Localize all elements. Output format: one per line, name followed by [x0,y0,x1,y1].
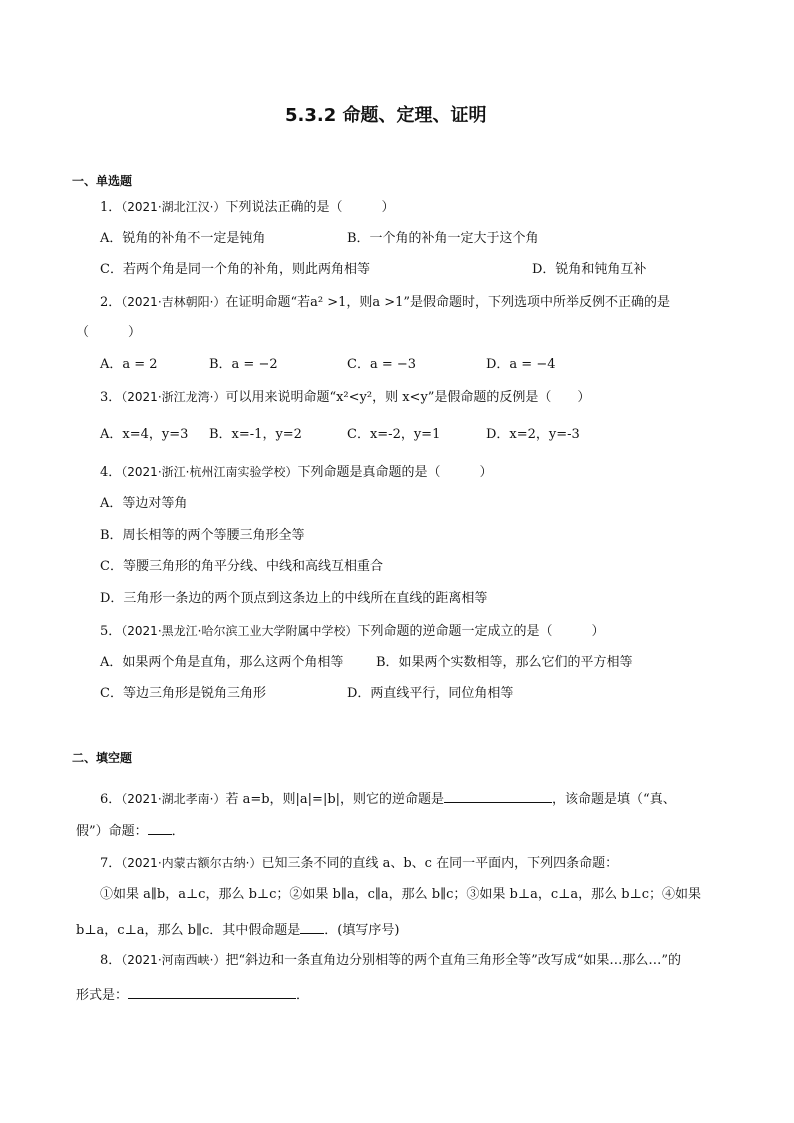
answer-blank[interactable] [444,788,552,803]
page-title: 5.3.2 命题、定理、证明 [285,105,487,126]
question-text: 下列命题是真命题的是（ ） [297,465,493,480]
question-number: 3． [100,390,122,405]
question-text: 在证明命题“若a² >1，则a >1”是假命题时，下列选项中所举反例不正确的是 [225,295,671,310]
answer-blank[interactable] [148,820,172,835]
question-3-option-d[interactable]: D．x=2，y=-3 [486,427,580,442]
question-number: 7． [100,856,122,871]
question-3-option-c[interactable]: C．x=-2，y=1 [347,427,441,442]
question-text: 把“斜边和一条直角边分别相等的两个直角三角形全等”改写成“如果…那么…”的 [225,953,682,968]
question-2-option-a[interactable]: A．a = 2 [100,357,158,372]
question-text: ． [296,988,310,1003]
question-1-option-b[interactable]: B．一个角的补角一定大于这个角 [347,231,539,246]
question-source: （2021·内蒙古额尔古纳·） [121,856,262,870]
question-text: ． [171,824,185,839]
question-2-stem [100,294,670,311]
question-number: 1． [100,200,122,215]
answer-blank[interactable] [300,919,324,934]
question-text: ．(填写序号) [324,923,400,938]
question-text: 若 a=b，则|a|=|b|，则它的逆命题是 [225,792,445,807]
question-7-stem [100,855,618,872]
question-5-option-c[interactable]: C．等边三角形是锐角三角形 [100,686,266,701]
question-6-line-1 [100,788,676,808]
question-source: （2021·河南西峡·） [121,953,226,967]
question-5-option-d[interactable]: D．两直线平行，同位角相等 [347,686,514,701]
question-6-line-2 [76,820,185,840]
question-text: ，该命题是填（“真、 [552,792,676,807]
question-1-option-a[interactable]: A．锐角的补角不一定是钝角 [100,231,266,246]
question-2-option-b[interactable]: B．a = −2 [209,357,278,372]
question-source: （2021·湖北孝南·） [121,792,226,806]
question-1-option-c[interactable]: C．若两个角是同一个角的补角，则此两角相等 [100,262,370,277]
question-source: （2021·浙江·杭州江南实验学校） [121,465,298,479]
question-5-option-a[interactable]: A．如果两个角是直角，那么这两个角相等 [100,655,344,670]
question-text: b⊥a，c⊥a，那么 b∥c．其中假命题是 [76,923,301,938]
question-number: 5． [100,624,122,639]
section-heading-single-choice: 一、单选题 [72,174,133,188]
question-number: 6． [100,792,122,807]
question-text: 可以用来说明命题“x²<y²，则 x<y”是假命题的反例是（ ） [225,390,591,405]
question-4-option-b[interactable]: B．周长相等的两个等腰三角形全等 [100,528,305,543]
question-8-stem [100,952,681,969]
question-text: 形式是： [76,988,129,1003]
question-2-option-c[interactable]: C．a = −3 [347,357,417,372]
question-number: 4． [100,465,122,480]
question-7-line-3 [76,919,399,939]
question-8-line-2 [76,984,309,1004]
question-2-option-d[interactable]: D．a = −4 [486,357,556,372]
question-3-option-a[interactable]: A．x=4，y=3 [100,427,189,442]
question-3-option-b[interactable]: B．x=-1，y=2 [209,427,302,442]
question-text: 下列说法正确的是（ ） [225,200,395,215]
question-2-stem-continued: （ ） [76,325,142,340]
question-5-option-b[interactable]: B．如果两个实数相等，那么它们的平方相等 [376,655,633,670]
question-number: 2． [100,295,122,310]
question-7-line-2: ①如果 a∥b，a⊥c，那么 b⊥c；②如果 b∥a，c∥a，那么 b∥c；③如果 b⊥a，c⊥a，那么 b⊥c；④如果 [100,887,702,902]
question-5-stem [100,623,604,640]
question-source: （2021·浙江龙湾·） [121,390,226,404]
answer-blank[interactable] [128,984,296,999]
question-1-option-d[interactable]: D．锐角和钝角互补 [532,262,647,277]
question-text: 假”）命题： [76,824,148,839]
question-3-stem [100,389,590,406]
question-source: （2021·湖北江汉·） [121,200,226,214]
question-4-option-c[interactable]: C．等腰三角形的角平分线、中线和高线互相重合 [100,559,383,574]
question-4-option-d[interactable]: D．三角形一条边的两个顶点到这条边上的中线所在直线的距离相等 [100,591,488,606]
question-source: （2021·黑龙江·哈尔滨工业大学附属中学校） [121,624,358,638]
question-number: 8． [100,953,122,968]
question-text: 已知三条不同的直线 a、b、c 在同一平面内，下列四条命题： [261,856,619,871]
question-1-stem [100,199,394,216]
question-4-stem [100,464,492,481]
question-4-option-a[interactable]: A．等边对等角 [100,496,188,511]
question-text: 下列命题的逆命题一定成立的是（ ） [357,624,605,639]
question-source: （2021·吉林朝阳·） [121,295,226,309]
section-heading-fill-blank: 二、填空题 [72,751,133,765]
